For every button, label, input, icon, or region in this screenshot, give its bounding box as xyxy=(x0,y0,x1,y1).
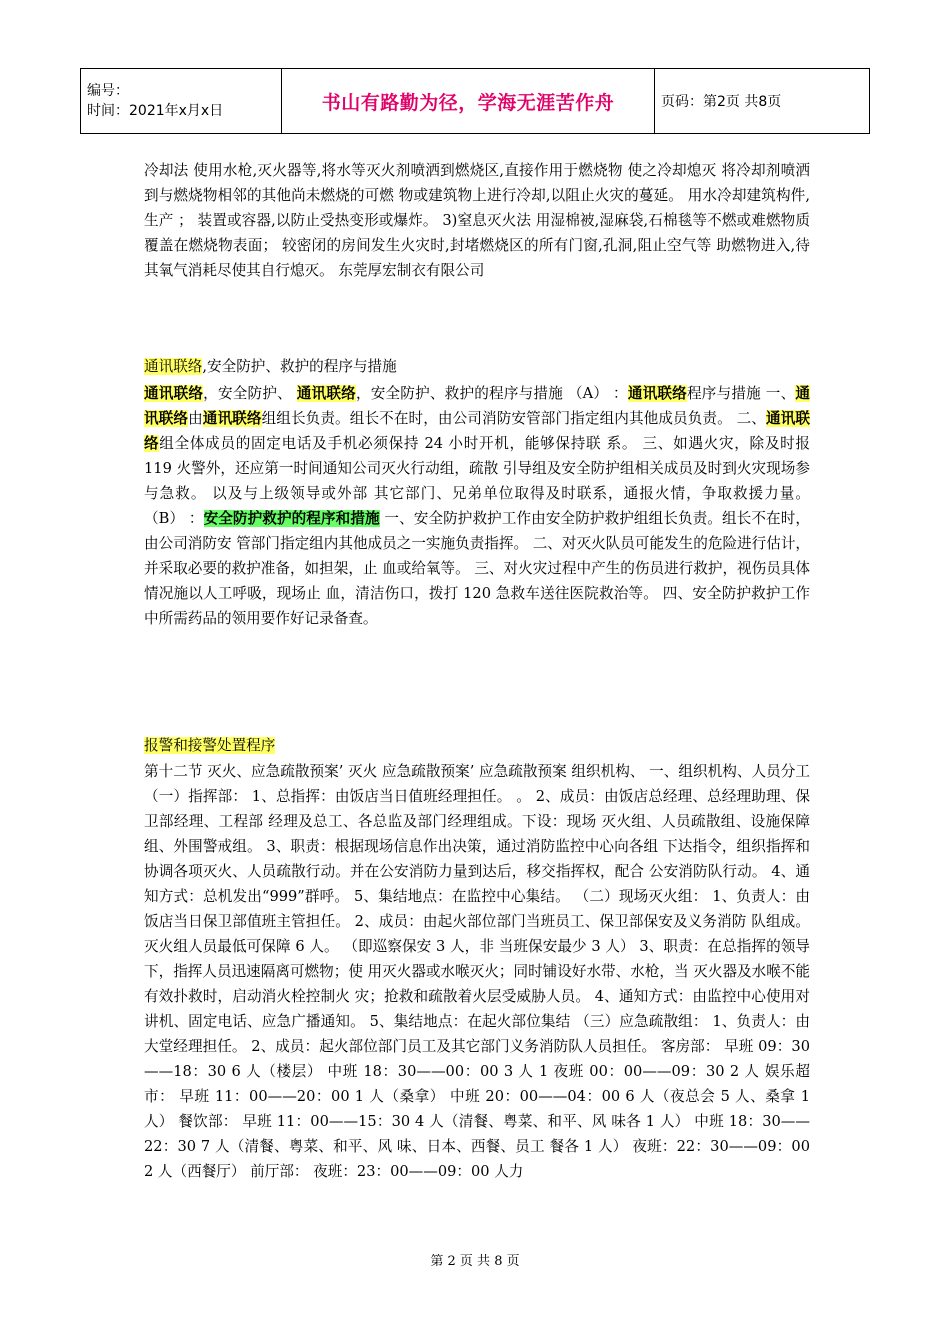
highlighted-keyword: 通讯联络 xyxy=(627,385,687,402)
highlighted-keyword: 通讯联络 xyxy=(144,358,203,375)
paragraph-text: 组全体成员的固定电话及手机必须保持 24 小时开机，能够保持联 系。 三、如遇火灾，除及时报 119 火警外，还应第一时间通知公司灭火行动组，疏散 引导组及安全防护组相关成员及时到火灾现场参与急救。 以及与上级领导或外部 其它部门、兄弟单位取得及时联系，通报火情，争取救援力量。 （B） ： xyxy=(144,435,810,527)
document-number-label: 编号： xyxy=(87,83,129,99)
highlighted-heading: 报警和接警处置程序 xyxy=(144,737,276,754)
highlighted-keyword: 通讯联络 xyxy=(144,385,810,427)
highlighted-safety-keyword: 安全防护救护的程序和措施 xyxy=(203,510,380,527)
section-alarm-heading xyxy=(144,735,275,757)
page-footer: 第 2 页 共 8 页 xyxy=(430,1254,520,1269)
highlighted-keyword: 通讯联络 xyxy=(202,410,262,427)
section-communication-heading xyxy=(144,356,397,378)
header-page-info: 页码：第2页 共8页 xyxy=(655,69,870,134)
paragraph-text: ，安全防护、 xyxy=(203,385,297,402)
paragraph-text: 程序与措施 一、 xyxy=(686,385,796,402)
header-motto: 书山有路勤为径，学海无涯苦作舟 xyxy=(282,69,655,134)
fire-extinguishing-paragraph: 冷却法 使用水枪,灭火器等,将水等灭火剂喷洒到燃烧区,直接作用于燃烧物 使之冷却熄灭 将冷却剂喷洒到与燃烧物相邻的其他尚未燃烧的可燃 物或建筑物上进行冷却,以阻止火灾的蔓延。 用水冷却建筑构件,生产 ； 装置或容器,以防止受热变形或爆炸。 3)窒息灭火法 用湿棉被,湿麻袋,石棉毯等不燃或难燃物质覆盖在燃烧物表面； 较密闭的房间发生火灾时,封堵燃烧区的所有门窗,孔洞,阻止空气等 助燃物进入,待其氧气消耗尽使其自行熄灭。 东莞厚宏制衣有限公司 xyxy=(144,162,810,279)
highlighted-keyword: 通讯联络 xyxy=(144,410,810,452)
highlighted-keyword: 通讯联络 xyxy=(144,385,204,402)
document-date: 时间：2021年x月x日 xyxy=(87,103,224,119)
paragraph-text: ，安全防护、救护的程序与措施 （A） ： xyxy=(355,385,628,402)
paragraph-text: 由 xyxy=(188,410,203,427)
document-header xyxy=(80,68,870,134)
header-meta xyxy=(81,69,282,134)
paragraph-text: 组组长负责。组长不在时，由公司消防安管部门指定组内其他成员负责。 二、 xyxy=(261,410,766,427)
alarm-procedure-paragraph: 第十二节 灭火、应急疏散预案’ 灭火 应急疏散预案’ 应急疏散预案 组织机构、 一、组织机构、人员分工 （一）指挥部： 1、总指挥：由饭店当日值班经理担任。 。 2、成员：由饭店总经理、总经理助理、保卫部经理、工程部 经理及总工、各总监及部门经理组成。下设：现场 灭火组、人员疏散组、设施保障组、外围警戒组。 3、职责：根据现场信息作出决策，通过消防监控中心向各组 下达指令，组织指挥和协调各项灭火、人员疏散行动。并在公安消防力量到达后，移交指挥权，配合 公安消防队行动。 4、通知方式：总机发出“999”群呼。 5、集结地点：在监控中心集结。 （二）现场灭火组： 1、负责人：由饭店当日保卫部值班主管担任。 2、成员：由起火部位部门当班员工、保卫部保安及义务消防 队组成。 灭火组人员最低可保障 6 人。 （即巡察保安 3 人，非 当班保安最少 3 人） 3、职责：在总指挥的领导下，指挥人员迅速隔离可燃物；使 用灭火器或水喉灭火；同时铺设好水带、水枪，当 灭火器及水喉不能有效扑救时，启动消火栓控制火 灾；抢救和疏散着火层受威胁人员。 4、通知方式：由监控中心使用对讲机、固定电话、应急广播通知。 5、集结地点：在起火部位集结 （三）应急疏散组： 1、负责人：由大堂经理担任。 2、成员：起火部位部门员工及其它部门义务消防队人员担任。 客房部： 早班 09：30——18：30 6 人（楼层） 中班 18：30——00：00 3 人 1 夜班 00：00——09：30 2 人 娱乐超市： 早班 11：00——20：00 1 人（桑拿） 中班 20：00——04：00 6 人（夜总会 5 人、桑拿 1 人） 餐饮部： 早班 11：00——15：30 4 人（清餐、粤菜、和平、风 味各 1 人） 中班 18：30——22：30 7 人（清餐、粤菜、和平、风 味、日本、西餐、员工 餐各 1 人） 夜班：22：30——09：00 2 人（西餐厅） 前厅部： 夜班：23：00——09：00 人力 xyxy=(144,763,811,1180)
communication-paragraph xyxy=(144,381,810,631)
heading-text: ,安全防护、救护的程序与措施 xyxy=(202,358,397,375)
paragraph-text: 一、安全防护救护工作由安全防护救护组组长负责。组长不在时，由公司消防安 管部门指定组内其他成员之一实施负责指挥。 二、对灭火队员可能发生的危险进行估计，并采取必要的救护准备，如担架，止 血或给氧等。 三、对火灾过程中产生的伤员进行救护，视伤员具体情况施以人工呼吸，现场止 血，清洁伤口，拨打 120 急救车送往医院救治等。 四、安全防护救护工作中所需药品的领用要作好记录备查。 xyxy=(144,510,811,627)
highlighted-keyword: 通讯联络 xyxy=(296,385,356,402)
